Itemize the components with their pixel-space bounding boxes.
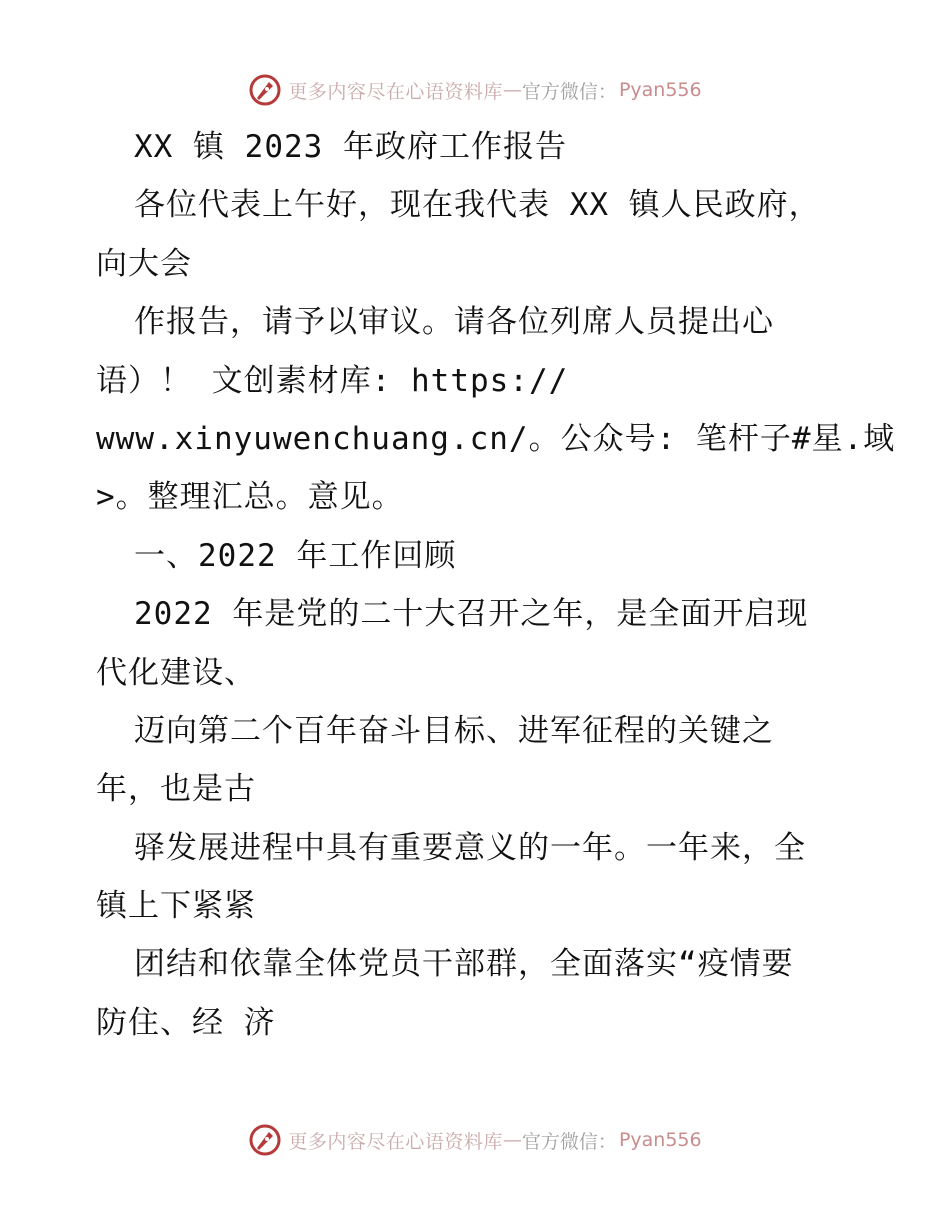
text-line: 作报告，请予以审议。请各位列席人员提出心: [134, 304, 774, 341]
banner-wechat-id: Pyan556: [618, 1129, 702, 1151]
text-line: 迈向第二个百年奋斗目标、进军征程的关键之: [134, 712, 774, 749]
text-line: 各位代表上午好，现在我代表 XX 镇人民政府，: [134, 187, 821, 224]
banner-separator: —: [502, 79, 522, 101]
text-line: >。整理汇总。意见。: [96, 479, 404, 516]
text-line: www.xinyuwenchuang.cn/。公众号: 笔杆子#星.域: [96, 420, 896, 457]
banner-separator: —: [502, 1129, 522, 1151]
footer-watermark-banner: [0, 1120, 950, 1160]
text-line: 代化建设、: [96, 654, 256, 691]
document-body: [96, 118, 896, 1052]
banner-wechat-label: 官方微信：: [521, 80, 617, 103]
banner-text: 更多内容尽在心语资料库: [288, 80, 503, 103]
header-watermark-banner: [0, 70, 950, 110]
text-line: 语）！ 文创素材库: https://: [96, 362, 569, 399]
text-line: 防住、经 济: [96, 1004, 276, 1041]
text-line: 向大会: [96, 245, 192, 282]
pen-nib-logo-icon: [248, 1123, 282, 1157]
document-title: XX 镇 2023 年政府工作报告: [134, 129, 567, 165]
text-line: 2022 年是党的二十大召开之年，是全面开启现: [134, 596, 809, 633]
pen-nib-logo-icon: [248, 73, 282, 107]
banner-wechat-label: 官方微信：: [521, 1130, 617, 1153]
banner-text: 更多内容尽在心语资料库: [288, 1130, 503, 1153]
text-line: 年，也是古: [96, 771, 256, 808]
section-heading: 一、2022 年工作回顾: [134, 537, 457, 574]
text-line: 团结和依靠全体党员干部群，全面落实“疫情要: [134, 946, 794, 983]
text-line: 镇上下紧紧: [96, 888, 256, 925]
banner-wechat-id: Pyan556: [618, 79, 702, 101]
text-line: 驿发展进程中具有重要意义的一年。一年来，全: [134, 829, 806, 866]
